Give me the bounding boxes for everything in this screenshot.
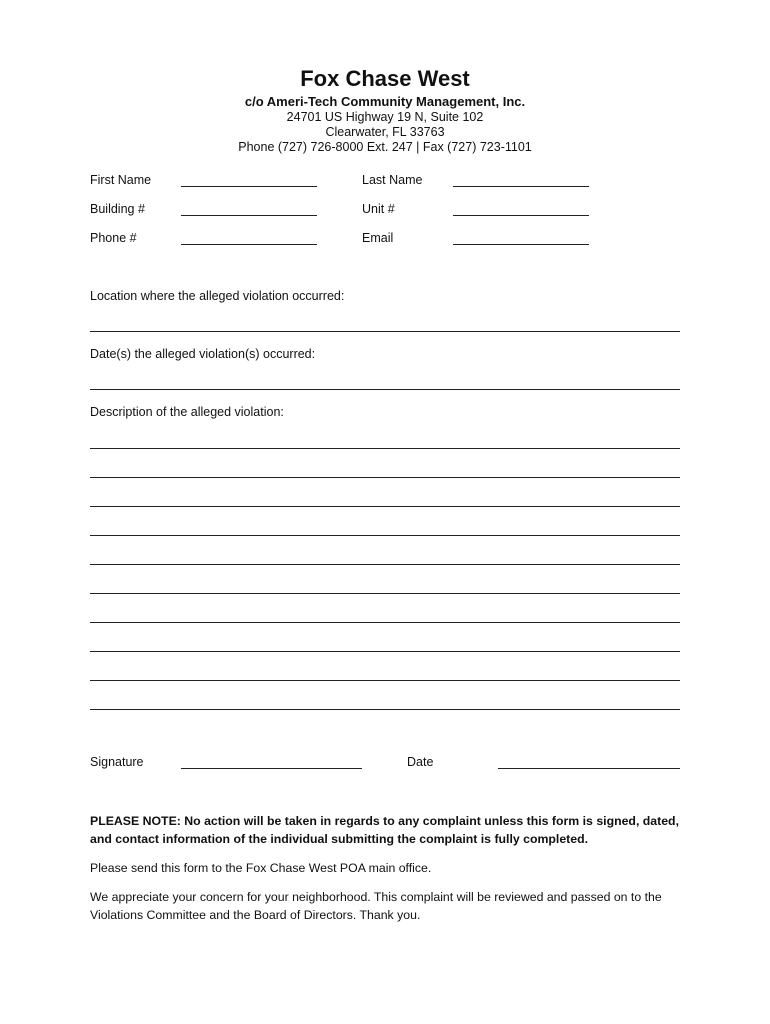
description-line[interactable]: [90, 709, 680, 710]
description-line[interactable]: [90, 506, 680, 507]
send-to-text: Please send this form to the Fox Chase West POA main office.: [90, 861, 432, 875]
contact-line: Phone (727) 726-8000 Ext. 247 | Fax (727) 723-1101: [238, 140, 532, 154]
appreciation-text: We appreciate your concern for your neighborhood. This complaint will be reviewed and passed on to the Violations Committee and the Board of Directors. Thank you.: [90, 890, 662, 922]
building-field[interactable]: [181, 215, 317, 216]
location-field[interactable]: [90, 331, 680, 332]
date-label: Date: [407, 755, 434, 769]
unit-label: Unit #: [362, 202, 395, 216]
signature-field[interactable]: [181, 768, 362, 769]
description-line[interactable]: [90, 564, 680, 565]
form-title: Fox Chase West: [300, 66, 470, 91]
address-line-1: 24701 US Highway 19 N, Suite 102: [286, 110, 484, 124]
description-line[interactable]: [90, 680, 680, 681]
last-name-field[interactable]: [453, 186, 589, 187]
description-line[interactable]: [90, 593, 680, 594]
dates-label: Date(s) the alleged violation(s) occurred:: [90, 347, 316, 361]
location-label: Location where the alleged violation occurred:: [90, 289, 345, 303]
building-label: Building #: [90, 202, 145, 216]
description-line[interactable]: [90, 622, 680, 623]
dates-field[interactable]: [90, 389, 680, 390]
please-note-text: PLEASE NOTE: No action will be taken in regards to any complaint unless this form is signed, dated, and contact information of the individual submitting the complaint is fully completed.: [90, 814, 679, 846]
description-line[interactable]: [90, 535, 680, 536]
description-line[interactable]: [90, 651, 680, 652]
management-company: c/o Ameri-Tech Community Management, Inc.: [244, 94, 526, 109]
first-name-field[interactable]: [181, 186, 317, 187]
description-label: Description of the alleged violation:: [90, 405, 284, 419]
email-field[interactable]: [453, 244, 589, 245]
phone-label: Phone #: [90, 231, 137, 245]
date-field[interactable]: [498, 768, 680, 769]
address-line-2: Clearwater, FL 33763: [325, 125, 445, 139]
description-line[interactable]: [90, 448, 680, 449]
last-name-label: Last Name: [362, 173, 423, 187]
phone-field[interactable]: [181, 244, 317, 245]
email-label: Email: [362, 231, 394, 245]
first-name-label: First Name: [90, 173, 152, 187]
signature-label: Signature: [90, 755, 144, 769]
unit-field[interactable]: [453, 215, 589, 216]
description-line[interactable]: [90, 477, 680, 478]
